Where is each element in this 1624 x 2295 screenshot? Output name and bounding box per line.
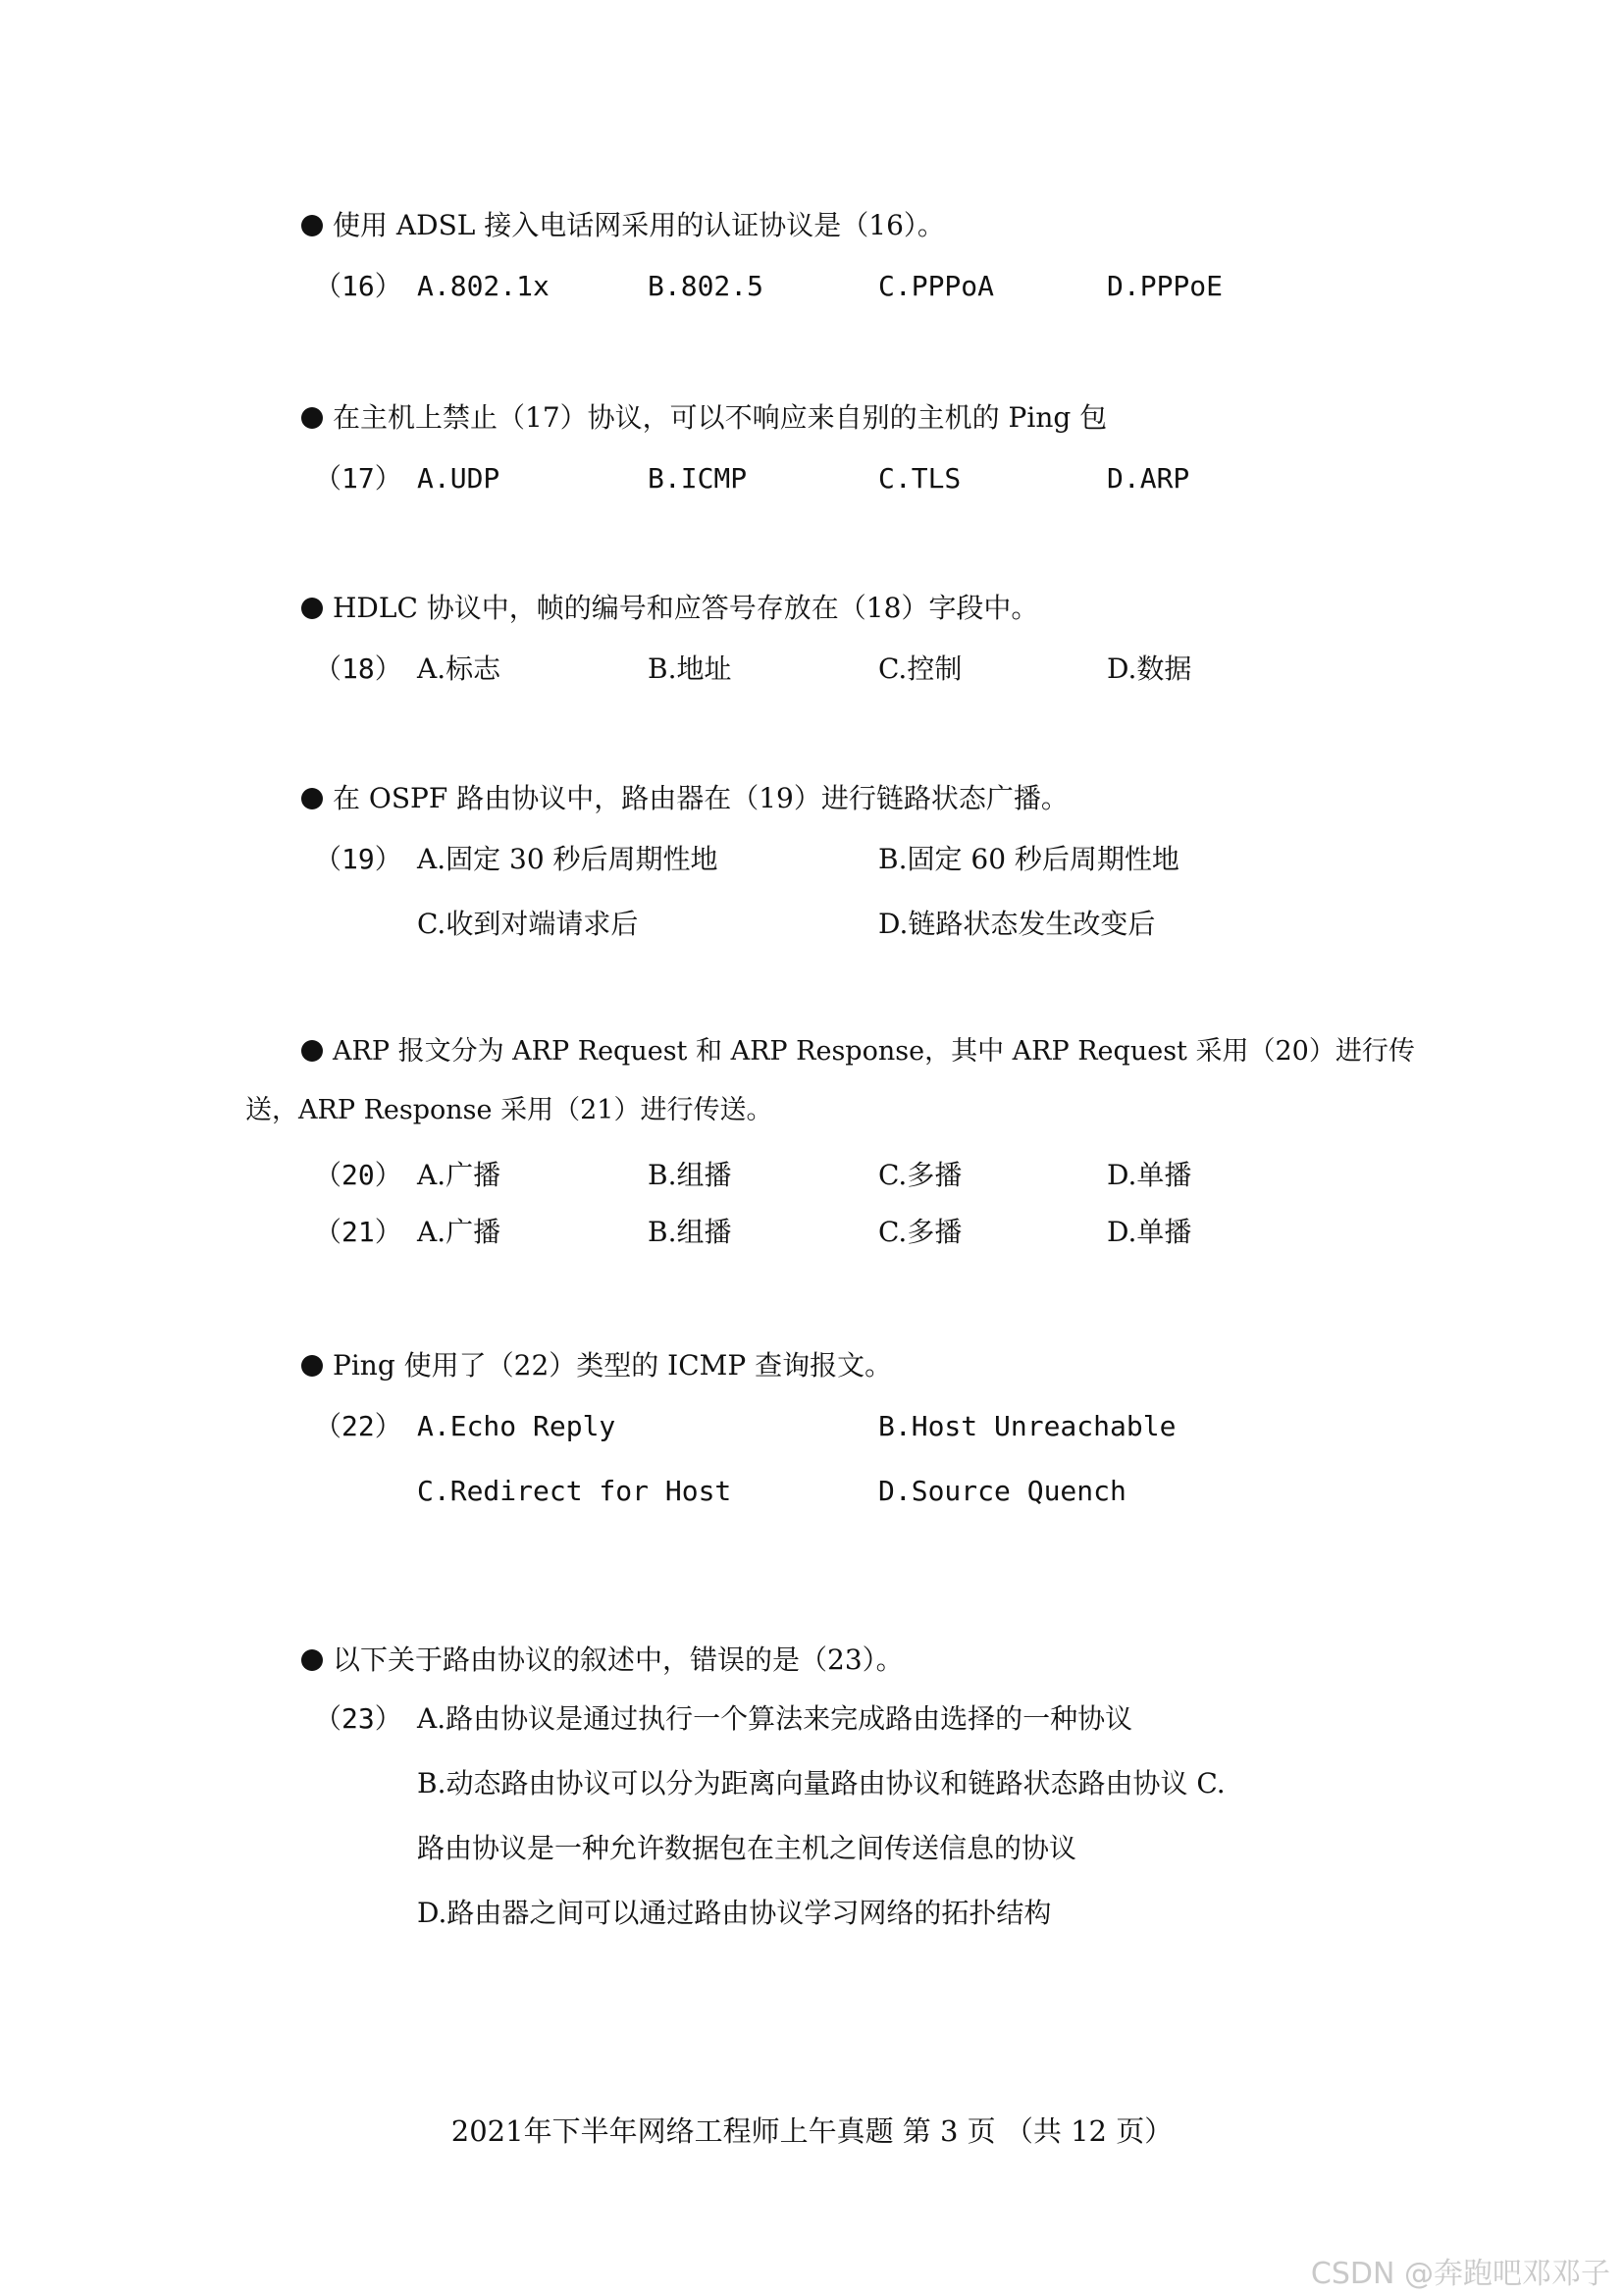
question-18-stem: HDLC 协议中，帧的编号和应答号存放在（18）字段中。: [301, 591, 1038, 626]
question-16-option-c: C.PPPoA: [878, 270, 995, 302]
question-17-number: （17）: [314, 462, 402, 495]
question-18-option-a: A.标志: [417, 652, 501, 685]
question-16-stem: 使用 ADSL 接入电话网采用的认证协议是（16）。: [301, 208, 945, 243]
bullet-icon: [301, 407, 323, 429]
question-20-number: （20）: [314, 1159, 402, 1191]
question-22-number: （22）: [314, 1410, 402, 1442]
question-17-option-a: A.UDP: [417, 462, 500, 495]
question-18-number: （18）: [314, 652, 402, 685]
question-22-option-b: B.Host Unreachable: [878, 1410, 1177, 1442]
question-22-stem: Ping 使用了（22）类型的 ICMP 查询报文。: [301, 1348, 892, 1383]
question-20-option-c: C.多播: [878, 1159, 963, 1191]
question-21-number: （21）: [314, 1216, 402, 1248]
question-20-option-d: D.单播: [1107, 1159, 1192, 1191]
question-19-option-b: B.固定 60 秒后周期性地: [878, 843, 1179, 875]
question-23-option-a: A.路由协议是通过执行一个算法来完成路由选择的一种协议: [417, 1702, 1133, 1735]
question-19-stem: 在 OSPF 路由协议中，路由器在（19）进行链路状态广播。: [301, 781, 1069, 816]
bullet-icon: [301, 1355, 323, 1377]
question-23-number: （23）: [314, 1702, 402, 1735]
question-23-option-d: D.路由器之间可以通过路由协议学习网络的拓扑结构: [417, 1897, 1052, 1929]
question-21-option-a: A.广播: [417, 1216, 501, 1248]
question-22-option-a: A.Echo Reply: [417, 1410, 616, 1442]
question-18-option-d: D.数据: [1107, 652, 1192, 685]
question-19-number: （19）: [314, 843, 402, 875]
question-18-option-c: C.控制: [878, 652, 963, 685]
question-17-option-b: B.ICMP: [648, 462, 748, 495]
question-21-option-c: C.多播: [878, 1216, 963, 1248]
question-21-option-b: B.组播: [648, 1216, 732, 1248]
question-22-option-d: D.Source Quench: [878, 1475, 1126, 1507]
question-16-option-d: D.PPPoE: [1107, 270, 1224, 302]
question-23-option-c: 路由协议是一种允许数据包在主机之间传送信息的协议: [417, 1832, 1077, 1864]
question-16-number: （16）: [314, 270, 402, 302]
question-18-option-b: B.地址: [648, 652, 732, 685]
bullet-icon: [301, 788, 323, 809]
question-20-option-b: B.组播: [648, 1159, 732, 1191]
question-22-option-c: C.Redirect for Host: [417, 1475, 732, 1507]
question-19-option-c: C.收到对端请求后: [417, 908, 639, 940]
question-23-option-b: B.动态路由协议可以分为距离向量路由协议和链路状态路由协议 C.: [417, 1767, 1226, 1799]
question-20-21-stem-continued: 送，ARP Response 采用（21）进行传送。: [245, 1095, 773, 1125]
question-20-option-a: A.广播: [417, 1159, 501, 1191]
question-20-21-stem: ARP 报文分为 ARP Request 和 ARP Response，其中 ARP Request 采用（20）进行传: [301, 1034, 1415, 1069]
bullet-icon: [301, 215, 323, 236]
question-21-option-d: D.单播: [1107, 1216, 1192, 1248]
bullet-icon: [301, 1649, 323, 1671]
question-19-option-d: D.链路状态发生改变后: [878, 908, 1156, 940]
watermark: CSDN @奔跑吧邓邓子: [1310, 2257, 1610, 2291]
bullet-icon: [301, 598, 323, 619]
question-17-stem: 在主机上禁止（17）协议，可以不响应来自别的主机的 Ping 包: [301, 400, 1107, 436]
question-16-option-b: B.802.5: [648, 270, 764, 302]
question-17-option-c: C.TLS: [878, 462, 962, 495]
question-16-option-a: A.802.1x: [417, 270, 550, 302]
question-17-option-d: D.ARP: [1107, 462, 1190, 495]
bullet-icon: [301, 1040, 323, 1062]
question-23-stem: 以下关于路由协议的叙述中，错误的是（23）。: [301, 1643, 904, 1678]
question-19-option-a: A.固定 30 秒后周期性地: [417, 843, 718, 875]
page-footer: 2021年下半年网络工程师上午真题 第 3 页 （共 12 页）: [450, 2114, 1174, 2148]
